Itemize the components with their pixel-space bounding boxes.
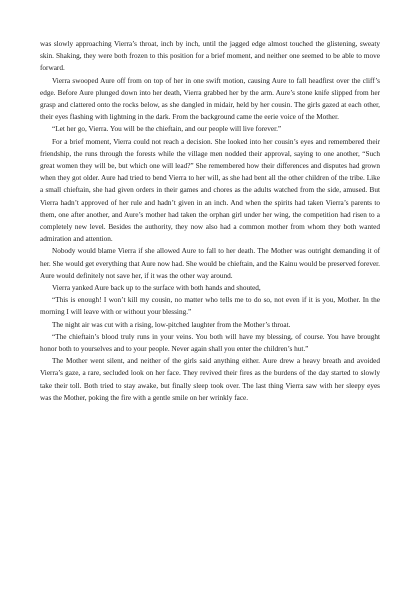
document-page [40, 38, 380, 404]
paragraph-6: Vierra yanked Aure back up to the surface with both hands and shouted, [52, 284, 261, 293]
paragraph-4: For a brief moment, Vierra could not reach a decision. She looked into her cousin’s eyes and remembered their friendship, the runs through the forests while the village men nodded their approval, saying to one another, “Such great women they will be, but which one will lead?” She remembered how their differences and disputes had grown when they got older. Aure had tried to bend Vierra to her will, as she had bent all the other children of the tribe. Like a small chieftain, she had given orders in their games and chores as the adults watched from the side, amused. But Vierra hadn’t approved of her rule and hadn’t given in an inch. And when the spirits had taken Vierra’s parents to them, one after another, and Aure’s mother had taken the orphan girl under her wing, the competition had risen to a completely new level. Besides the authority, they now also had a common mother from whom they both wanted admiration and attention. [40, 137, 380, 244]
paragraph-2: Vierra swooped Aure off from on top of her in one swift motion, causing Aure to fall headfirst over the cliff’s edge. Before Aure plunged down into her death, Vierra grabbed her by the arm. Aure’s stone knife slipped from her grasp and clattered onto the rocks below, as she dangled in midair, held by her cousin. The girls gazed at each other, their eyes flashing with lightning in the dark. From the background came the eerie voice of the Mother. [40, 76, 380, 122]
paragraph-5: Nobody would blame Vierra if she allowed Aure to fall to her death. The Mother was outright demanding it of her. She would get everything that Aure now had. She would be chieftain, and the Kainu would be preserved forever. Aure would definitely not save her, if it was the other way around. [40, 247, 380, 280]
paragraph-8: The night air was cut with a rising, low-pitched laughter from the Mother’s throat. [52, 320, 291, 329]
paragraph-7: “This is enough! I won’t kill my cousin, no matter who tells me to do so, not even if it is you, Mother. In the morning I will leave with or without your blessing.” [40, 296, 380, 317]
paragraph-9: “The chieftain’s blood truly runs in your veins. You both will have my blessing, of course. You have brought honor both to yourselves and to your people. Never again shall you enter the children’s hut.” [40, 332, 380, 354]
paragraph-10: The Mother went silent, and neither of the girls said anything either. Aure drew a heavy breath and avoided Vierra’s gaze, a rare, secluded look on her face. They revived their fires as the burdens of the day started to slowly take their toll. Both tried to stay awake, but finally sleep took over. The last thing Vierra saw with her sleepy eyes was the Mother, poking the fire with a gentle smile on her wrinkly face. [40, 357, 380, 402]
paragraph-1: was slowly approaching Vierra’s throat, inch by inch, until the jagged edge almost touched the glistening, sweaty skin. Shaking, they were both frozen to this position for a brief moment, and neither one seemed to be able to move forward. [40, 40, 380, 73]
paragraph-3: “Let her go, Vierra. You will be the chieftain, and our people will live forever.” [52, 125, 282, 134]
